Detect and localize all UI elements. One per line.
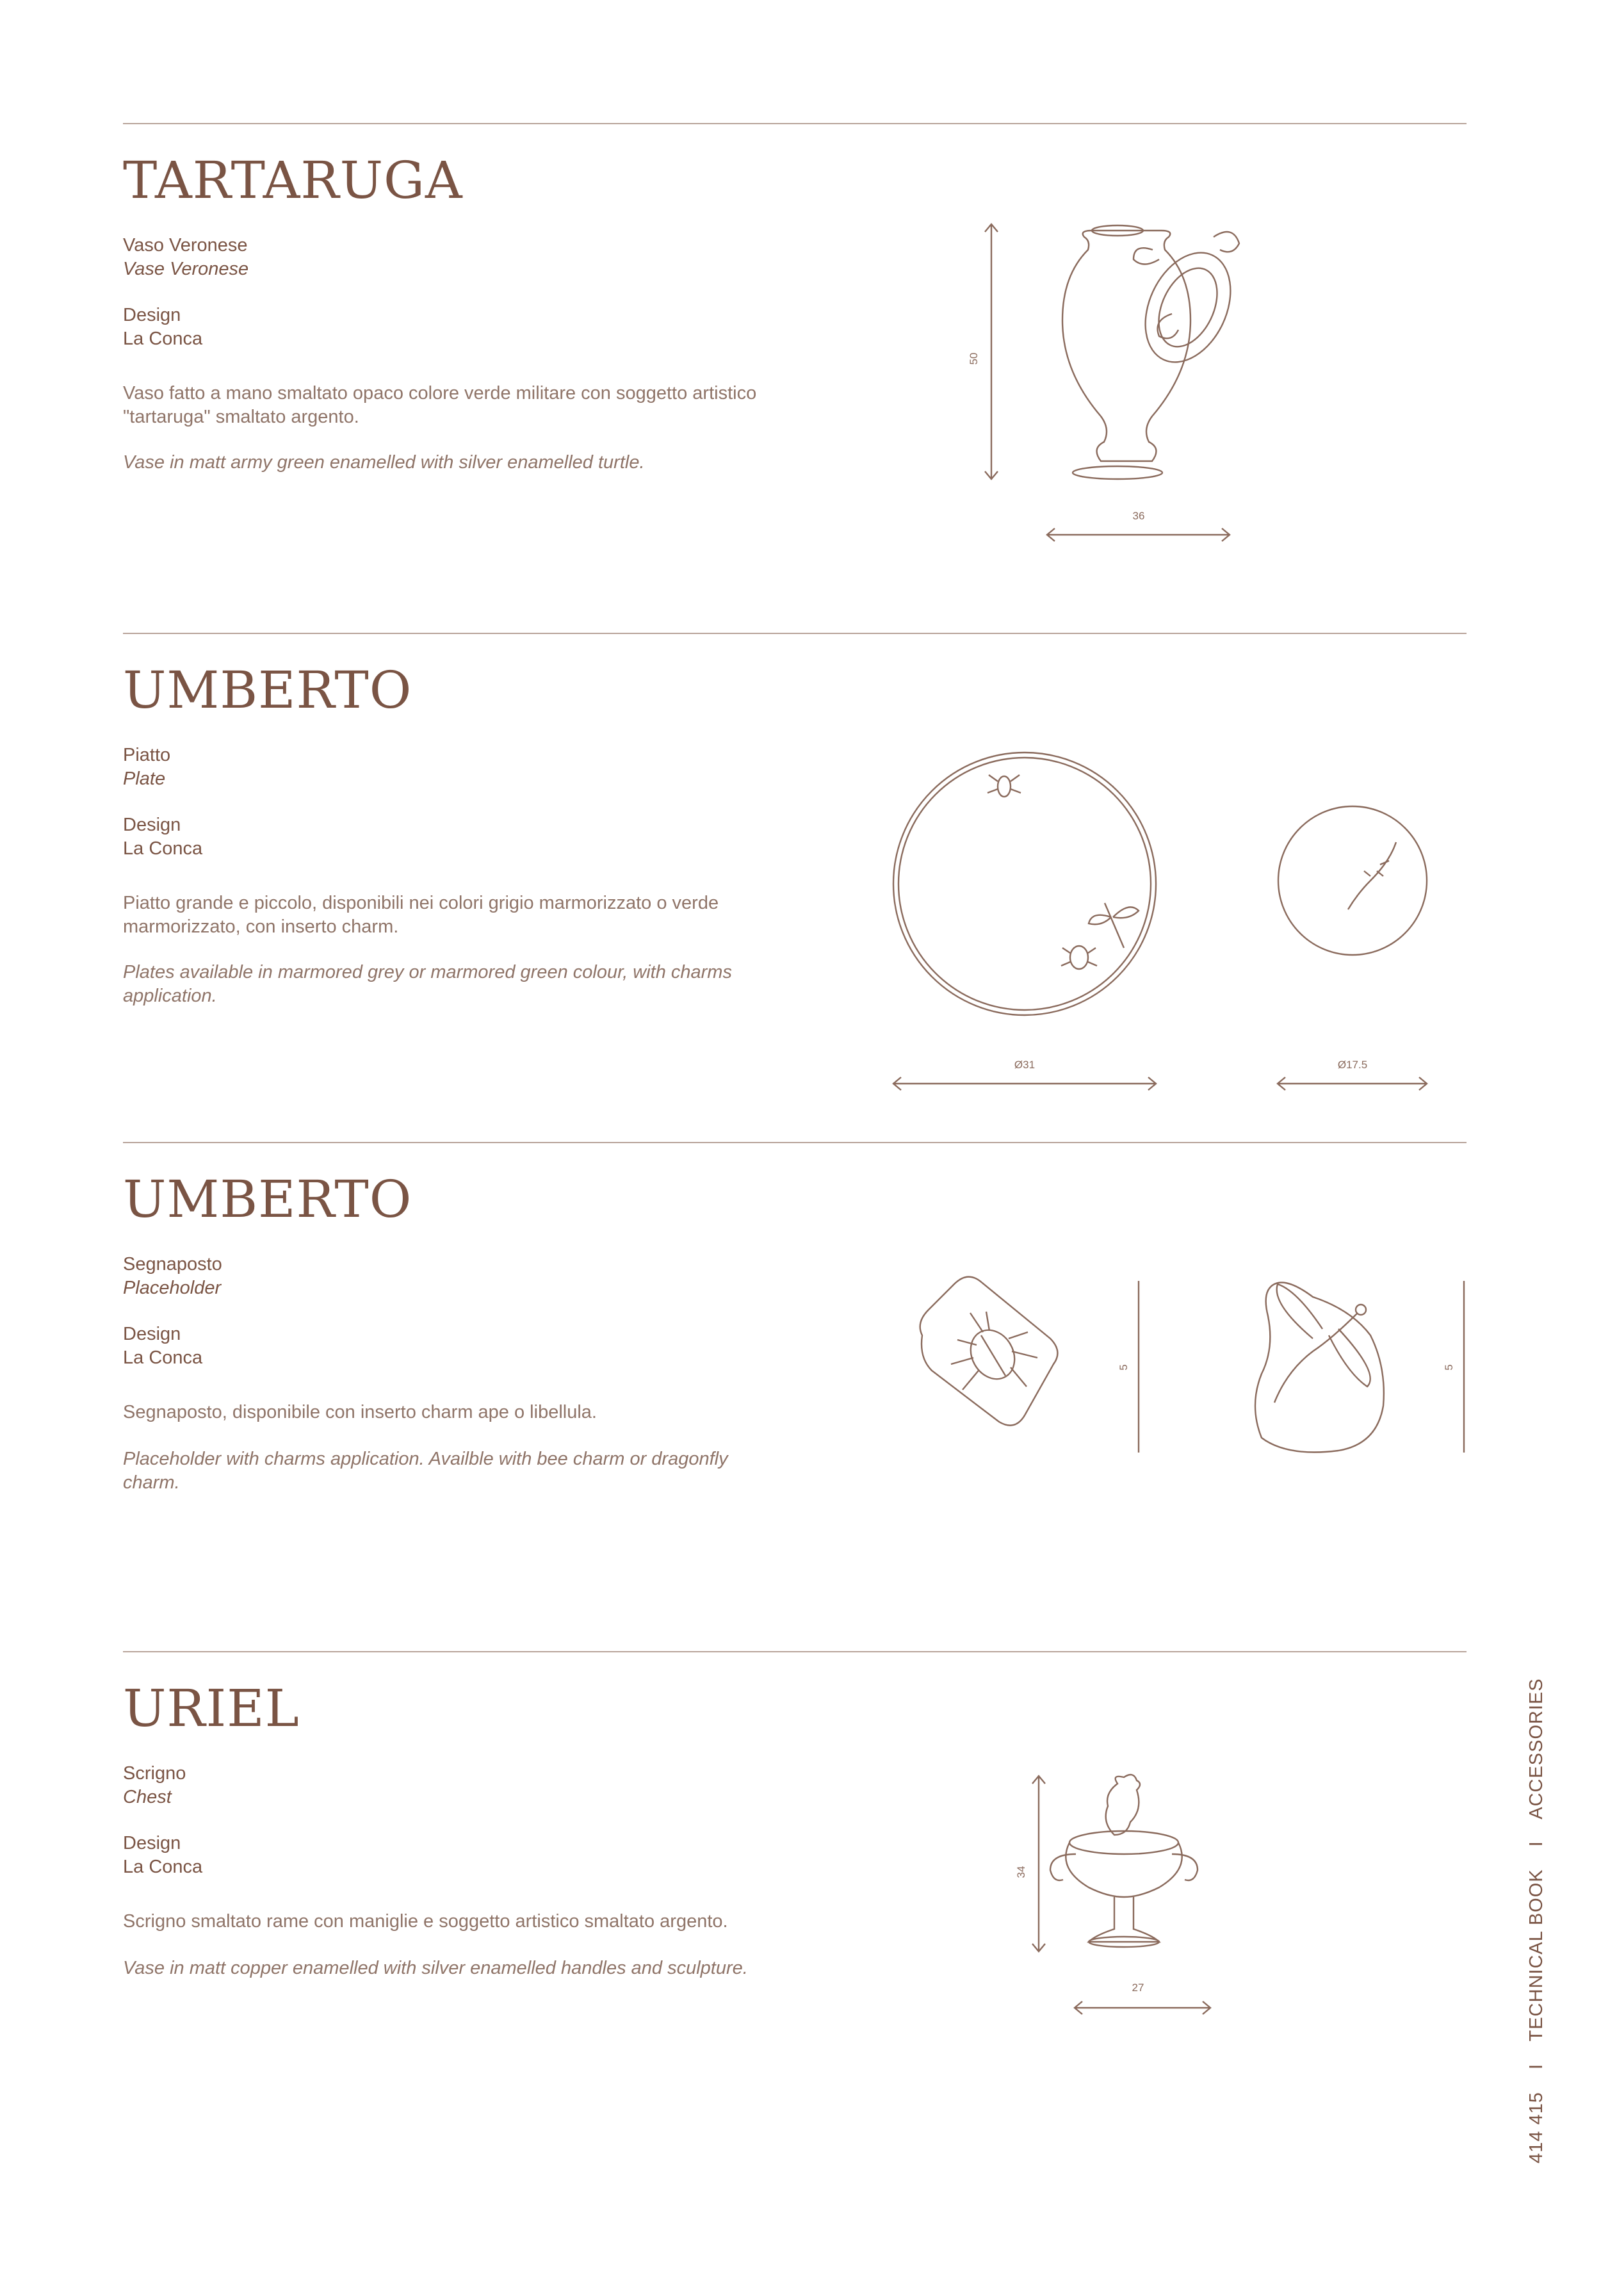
height-dimension-line (1032, 1776, 1045, 1951)
bee-charm-icon (987, 775, 1021, 797)
description-it: Scrigno smaltato rame con maniglie e soggetto artistico smaltato argento. (123, 1911, 728, 1932)
design-label: Design (123, 815, 181, 835)
label-separator: I (1526, 1841, 1547, 1847)
beetle-charm-icon (951, 1312, 1037, 1390)
vertical-page-label-text (1526, 1661, 1547, 2163)
design-label: Design (123, 305, 181, 325)
designer-name: La Conca (123, 1347, 203, 1368)
product-type-en: Placeholder (123, 1278, 222, 1298)
product-type-it: Piatto (123, 745, 171, 765)
designer-name: La Conca (123, 329, 203, 349)
design-label: Design (123, 1833, 181, 1853)
description-it: Segnaposto, disponibile con inserto charm ape o libellula. (123, 1402, 597, 1422)
dragonfly-charm-icon (1274, 1284, 1370, 1403)
dragonfly-placeholder-outline (1255, 1283, 1384, 1453)
description-it: Vaso fatto a mano smaltato opaco colore verde militare con soggetto artistico "tartaruga" smaltato argento. (123, 383, 757, 427)
large-plate-dimension-label: Ø31 (1014, 1059, 1036, 1071)
description-en: Vase in matt copper enamelled with silver enamelled handles and sculpture. (123, 1958, 748, 1978)
plates-technical-drawing (890, 749, 1441, 1108)
width-dimension-line (1047, 528, 1230, 541)
product-title: URIEL (123, 1679, 300, 1738)
design-label: Design (123, 1324, 181, 1344)
placeholders-technical-drawing (909, 1274, 1473, 1460)
product-type-it: Scrigno (123, 1763, 186, 1784)
beetle-charm-icon (1061, 946, 1097, 969)
product-type-en: Plate (123, 769, 166, 789)
product-type-en: Chest (123, 1787, 172, 1807)
width-dimension-line (1075, 2001, 1210, 2014)
lizard-charm-icon (1348, 842, 1396, 909)
turtle-sculpture (1129, 232, 1247, 376)
vase-outline (1062, 225, 1191, 479)
description-en: Placeholder with charms application. Availble with bee charm or dragonfly charm. (123, 1449, 728, 1493)
product-type-en: Vase Veronese (123, 259, 249, 279)
page-numbers: 414 415 (1526, 2092, 1547, 2163)
placeholder-a-height-label: 5 (1117, 1364, 1130, 1371)
width-dimension-label: 36 (1132, 510, 1145, 522)
vase-technical-drawing (961, 211, 1268, 557)
product-type-it: Vaso Veronese (123, 235, 248, 256)
product-section-uriel (123, 1651, 1467, 2093)
small-plate-dimension-label: Ø17.5 (1337, 1059, 1368, 1071)
product-type-it: Segnaposto (123, 1254, 222, 1274)
height-dimension-label: 34 (1015, 1866, 1027, 1878)
book-title: TECHNICAL BOOK (1526, 1869, 1547, 2042)
section-divider (123, 123, 1467, 124)
product-title: UMBERTO (123, 660, 412, 720)
designer-name: La Conca (123, 1857, 203, 1877)
section-divider (123, 1651, 1467, 1652)
height-dimension-label: 50 (968, 352, 980, 365)
bee-placeholder-outline (920, 1277, 1058, 1426)
small-plate-outline (1278, 806, 1427, 955)
designer-name: La Conca (123, 838, 203, 859)
description-it: Piatto grande e piccolo, disponibili nei colori grigio marmorizzato o verde marmorizzato, con inserto charm. (123, 893, 719, 937)
width-dimension-label: 27 (1132, 1982, 1144, 1994)
large-plate-outline (893, 753, 1156, 1015)
chest-outline (1050, 1775, 1198, 1947)
chest-technical-drawing (1005, 1764, 1236, 2021)
product-title: UMBERTO (123, 1169, 412, 1229)
dragonfly-charm-icon (1089, 903, 1139, 948)
category-label: ACCESSORIES (1526, 1678, 1547, 1820)
placeholder-b-height-label: 5 (1443, 1364, 1455, 1371)
section-divider (123, 633, 1467, 634)
height-dimension-line (985, 224, 998, 479)
product-title: TARTARUGA (123, 151, 463, 210)
section-divider (123, 1142, 1467, 1143)
description-en: Plates available in marmored grey or marmored green colour, with charms application. (123, 962, 732, 1006)
large-plate-dimension-line (893, 1077, 1156, 1090)
description-en: Vase in matt army green enamelled with silver enamelled turtle. (123, 452, 645, 473)
label-separator: I (1526, 2064, 1547, 2070)
small-plate-dimension-line (1278, 1077, 1427, 1090)
